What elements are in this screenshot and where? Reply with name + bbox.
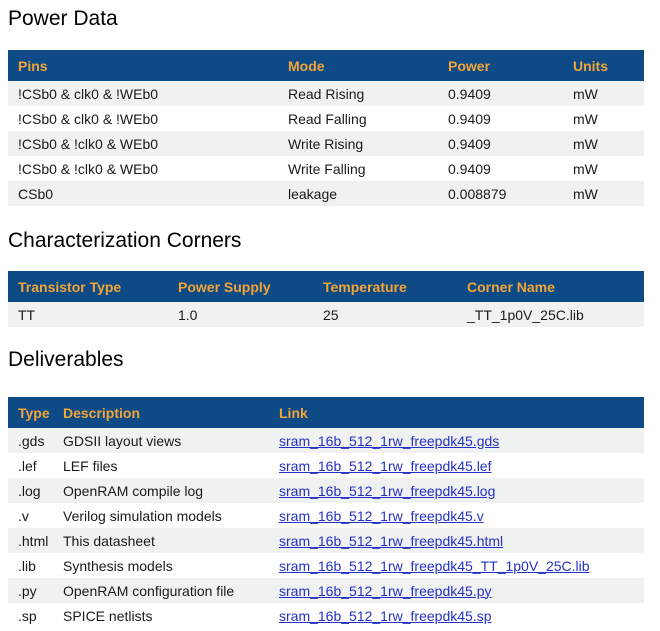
table-row: [8, 503, 644, 528]
cell-link: [269, 578, 644, 603]
power-data-table: [8, 50, 644, 206]
table-row: [8, 106, 644, 131]
cell-link: [269, 553, 644, 578]
cell-units: mW: [573, 110, 598, 127]
cell-type: .sp: [18, 607, 37, 624]
cell-type: .lef: [18, 457, 37, 474]
cell-description: OpenRAM compile log: [63, 482, 204, 499]
cell-type: .lib: [18, 557, 36, 574]
table-row: [8, 302, 644, 327]
cell-units: mW: [573, 185, 598, 202]
cell-pins: !CSb0 & clk0 & !WEb0: [18, 110, 159, 127]
cell-link: [269, 528, 644, 553]
cell-mode: leakage: [288, 185, 338, 202]
cell-pins: !CSb0 & !clk0 & WEb0: [18, 135, 159, 152]
table-row: [8, 428, 644, 453]
cell-link: [269, 478, 644, 503]
deliverable-link-lib[interactable]: sram_16b_512_1rw_freepdk45_TT_1p0V_25C.lib: [279, 557, 590, 574]
table-row: [8, 181, 644, 206]
deliverables-table: [8, 397, 644, 628]
deliverable-link-gds[interactable]: sram_16b_512_1rw_freepdk45.gds: [279, 432, 500, 449]
cell-type: .log: [18, 482, 41, 499]
cell-mode: Read Falling: [288, 110, 367, 127]
cell-pins: !CSb0 & !clk0 & WEb0: [18, 160, 159, 177]
column-header-power-supply: Power Supply: [168, 271, 313, 302]
cell-power-supply: 1.0: [178, 306, 198, 323]
cell-mode: Write Rising: [288, 135, 364, 152]
column-header-pins: Pins: [8, 50, 278, 81]
column-header-link: Link: [269, 397, 644, 428]
cell-pins: CSb0: [18, 185, 54, 202]
section-title-deliverables: Deliverables: [8, 348, 124, 371]
cell-link: [269, 503, 644, 528]
cell-description: GDSII layout views: [63, 432, 182, 449]
cell-description: Verilog simulation models: [63, 507, 222, 524]
cell-description: OpenRAM configuration file: [63, 582, 235, 599]
cell-power: 0.9409: [448, 135, 491, 152]
cell-pins: !CSb0 & clk0 & !WEb0: [18, 85, 159, 102]
section-title-power-data: Power Data: [8, 7, 118, 30]
cell-description: This datasheet: [63, 532, 155, 549]
table-row: [8, 81, 644, 106]
column-header-description: Description: [53, 397, 269, 428]
table-row: [8, 578, 644, 603]
table-row: [8, 528, 644, 553]
column-header-corner-name: Corner Name: [457, 271, 644, 302]
table-row: [8, 603, 644, 628]
cell-description: SPICE netlists: [63, 607, 153, 624]
cell-power: 0.9409: [448, 85, 491, 102]
table-row: [8, 553, 644, 578]
table-header-row: [8, 271, 644, 302]
datasheet-page: [0, 6, 660, 628]
deliverable-link-html[interactable]: sram_16b_512_1rw_freepdk45.html: [279, 532, 504, 549]
cell-units: mW: [573, 160, 598, 177]
table-header-row: [8, 50, 644, 81]
cell-link: [269, 603, 644, 628]
cell-power: 0.9409: [448, 160, 491, 177]
cell-link: [269, 453, 644, 478]
deliverable-link-v[interactable]: sram_16b_512_1rw_freepdk45.v: [279, 507, 484, 524]
section-title-characterization-corners: Characterization Corners: [8, 229, 242, 252]
deliverable-link-py[interactable]: sram_16b_512_1rw_freepdk45.py: [279, 582, 492, 599]
cell-link: [269, 428, 644, 453]
table-header-row: [8, 397, 644, 428]
table-row: [8, 453, 644, 478]
characterization-corners-table: [8, 271, 644, 327]
table-row: [8, 131, 644, 156]
cell-units: mW: [573, 135, 598, 152]
cell-power: 0.9409: [448, 110, 491, 127]
cell-units: mW: [573, 85, 598, 102]
cell-mode: Write Falling: [288, 160, 366, 177]
column-header-temperature: Temperature: [313, 271, 457, 302]
column-header-mode: Mode: [278, 50, 438, 81]
cell-type: .v: [18, 507, 29, 524]
cell-type: .html: [18, 532, 49, 549]
cell-transistor-type: TT: [18, 306, 36, 323]
table-row: [8, 156, 644, 181]
cell-mode: Read Rising: [288, 85, 365, 102]
column-header-transistor-type: Transistor Type: [8, 271, 168, 302]
cell-description: LEF files: [63, 457, 118, 474]
deliverable-link-sp[interactable]: sram_16b_512_1rw_freepdk45.sp: [279, 607, 492, 624]
column-header-type: Type: [8, 397, 53, 428]
cell-corner-name: _TT_1p0V_25C.lib: [467, 306, 584, 323]
cell-temperature: 25: [323, 306, 339, 323]
cell-type: .gds: [18, 432, 45, 449]
cell-type: .py: [18, 582, 37, 599]
deliverable-link-log[interactable]: sram_16b_512_1rw_freepdk45.log: [279, 482, 496, 499]
deliverable-link-lef[interactable]: sram_16b_512_1rw_freepdk45.lef: [279, 457, 492, 474]
cell-description: Synthesis models: [63, 557, 173, 574]
column-header-power: Power: [438, 50, 563, 81]
cell-power: 0.008879: [448, 185, 507, 202]
column-header-units: Units: [563, 50, 644, 81]
table-row: [8, 478, 644, 503]
